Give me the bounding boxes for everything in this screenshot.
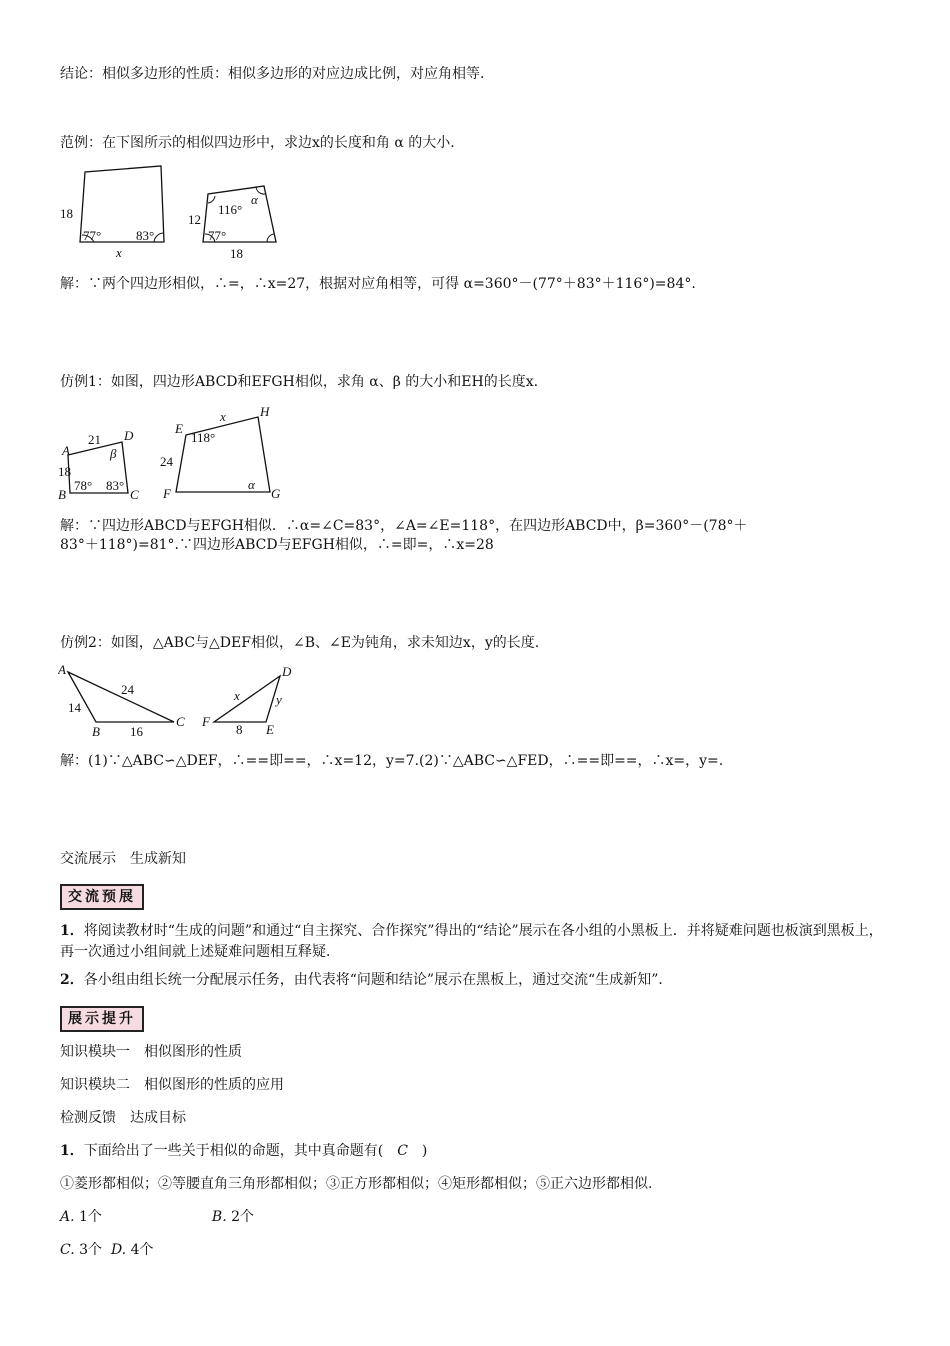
right-angle-116: 116° [218, 202, 243, 217]
right-side-label: 12 [188, 212, 201, 227]
check-feedback: 检测反馈 达成目标 [60, 1110, 186, 1126]
right-angle-77: 77° [208, 228, 227, 243]
side-ab-14: 14 [68, 700, 81, 715]
vertex-e2: E [266, 722, 274, 737]
item-1-number: 1． [60, 923, 84, 939]
option-b-label: B. [211, 1209, 227, 1225]
item-2 [60, 970, 890, 991]
vertex-a: A [62, 443, 70, 458]
question-1-answer: C [397, 1143, 408, 1159]
badge-exchange-preview: 交流预展 [60, 884, 144, 910]
option-c-label: C. [60, 1242, 75, 1258]
practice2-figure [58, 660, 358, 744]
item-2-number: 2． [60, 972, 84, 988]
triangle-abc [68, 672, 174, 722]
options-row-ab [60, 1207, 254, 1227]
item-1 [60, 921, 890, 963]
practice2-solution: 解：(1)∵△ABC∽△DEF，∴==即==，∴x=12，y=7.(2)∵△ABC∽△FED，∴==即==，∴x=，y=. [60, 753, 724, 769]
angle-beta: β [110, 446, 117, 461]
question-1-number: 1． [60, 1143, 84, 1159]
option-d-label: D. [110, 1242, 127, 1258]
vertex-e: E [175, 421, 183, 436]
side-ad-21: 21 [88, 432, 101, 447]
triangle-def [214, 676, 280, 722]
side-ab-18: 18 [58, 464, 71, 479]
item-1-text: 将阅读教材时“生成的问题”和通过“自主探究、合作探究”得出的“结论”展示在各小组的小黑板上．并将疑难问题也板演到黑板上，再一次通过小组间就上述疑难问题相互释疑． [60, 923, 883, 960]
vertex-f2: F [202, 714, 210, 729]
right-alpha: α [251, 192, 258, 207]
section-title: 交流展示 生成新知 [60, 851, 186, 867]
practice2-prompt: 仿例2：如图，△ABC与△DEF相似，∠B、∠E为钝角，求未知边x，y的长度. [60, 635, 540, 651]
side-bc-16: 16 [130, 724, 143, 739]
side-fd-x: x [234, 688, 240, 703]
conclusion-text: 结论：相似多边形的性质：相似多边形的对应边成比例，对应角相等. [60, 66, 485, 82]
side-fe-8: 8 [236, 722, 243, 737]
option-d: 4个 [126, 1242, 154, 1258]
left-angle-77: 77° [83, 228, 102, 243]
quadrilateral-efgh [176, 417, 270, 492]
angle-alpha: α [248, 477, 255, 492]
option-c: 3个 [74, 1242, 103, 1258]
vertex-c: C [130, 487, 139, 502]
example-prompt: 范例：在下图所示的相似四边形中，求边x的长度和角 α 的大小. [60, 135, 455, 151]
example-figure [58, 160, 358, 264]
vertex-d2: D [282, 664, 292, 679]
option-a: 1个 [74, 1209, 102, 1225]
practice1-solution-line2: 83°＋118°)=81°.∵四边形ABCD与EFGH相似，∴=即=，∴x=28 [60, 537, 494, 553]
vertex-f: F [163, 486, 171, 501]
vertex-b2: B [92, 724, 100, 739]
item-2-text: 各小组由组长统一分配展示任务，由代表将“问题和结论”展示在黑板上，通过交流“生成新知”． [83, 972, 673, 988]
option-b: 2个 [226, 1209, 255, 1225]
angle-e-118: 118° [191, 430, 216, 445]
vertex-d: D [124, 428, 134, 443]
angle-c-83: 83° [106, 478, 125, 493]
vertex-b: B [58, 487, 66, 502]
vertex-c2: C [176, 714, 185, 729]
knowledge-module-1: 知识模块一 相似图形的性质 [60, 1044, 242, 1060]
practice1-figure [58, 400, 358, 506]
practice1-solution-line1: 解：∵四边形ABCD与EFGH相似．∴α=∠C=83°，∠A=∠E=118°，在四边形ABCD中，β=360°－(78°＋ [60, 518, 748, 534]
side-ac-24: 24 [121, 682, 134, 697]
vertex-g: G [271, 486, 281, 501]
side-eh-x: x [220, 409, 226, 424]
options-row-cd [60, 1240, 153, 1260]
vertex-h: H [260, 404, 270, 419]
knowledge-module-2: 知识模块二 相似图形的性质的应用 [60, 1077, 284, 1093]
left-angle-83: 83° [136, 228, 155, 243]
vertex-a2: A [58, 662, 66, 677]
question-1-options: ①菱形都相似；②等腰直角三角形都相似；③正方形都相似；④矩形都相似；⑤正六边形都相似. [60, 1176, 653, 1192]
example-solution: 解：∵两个四边形相似，∴=，∴x=27，根据对应角相等，可得 α=360°－(77°＋83°＋116°)=84°. [60, 276, 696, 292]
question-1-close: ) [407, 1143, 428, 1159]
practice1-prompt: 仿例1：如图，四边形ABCD和EFGH相似，求角 α、β 的大小和EH的长度x. [60, 374, 539, 390]
badge-display-improve: 展示提升 [60, 1006, 144, 1032]
angle-b-78: 78° [74, 478, 93, 493]
left-side-label: 18 [60, 206, 73, 221]
side-de-y: y [276, 692, 282, 707]
option-a-label: A. [60, 1209, 75, 1225]
question-1 [60, 1141, 427, 1161]
question-1-text: 下面给出了一些关于相似的命题，其中真命题有( [83, 1143, 398, 1159]
side-ef-24: 24 [160, 454, 173, 469]
right-bottom-18: 18 [230, 246, 243, 261]
left-bottom-x: x [116, 245, 122, 260]
